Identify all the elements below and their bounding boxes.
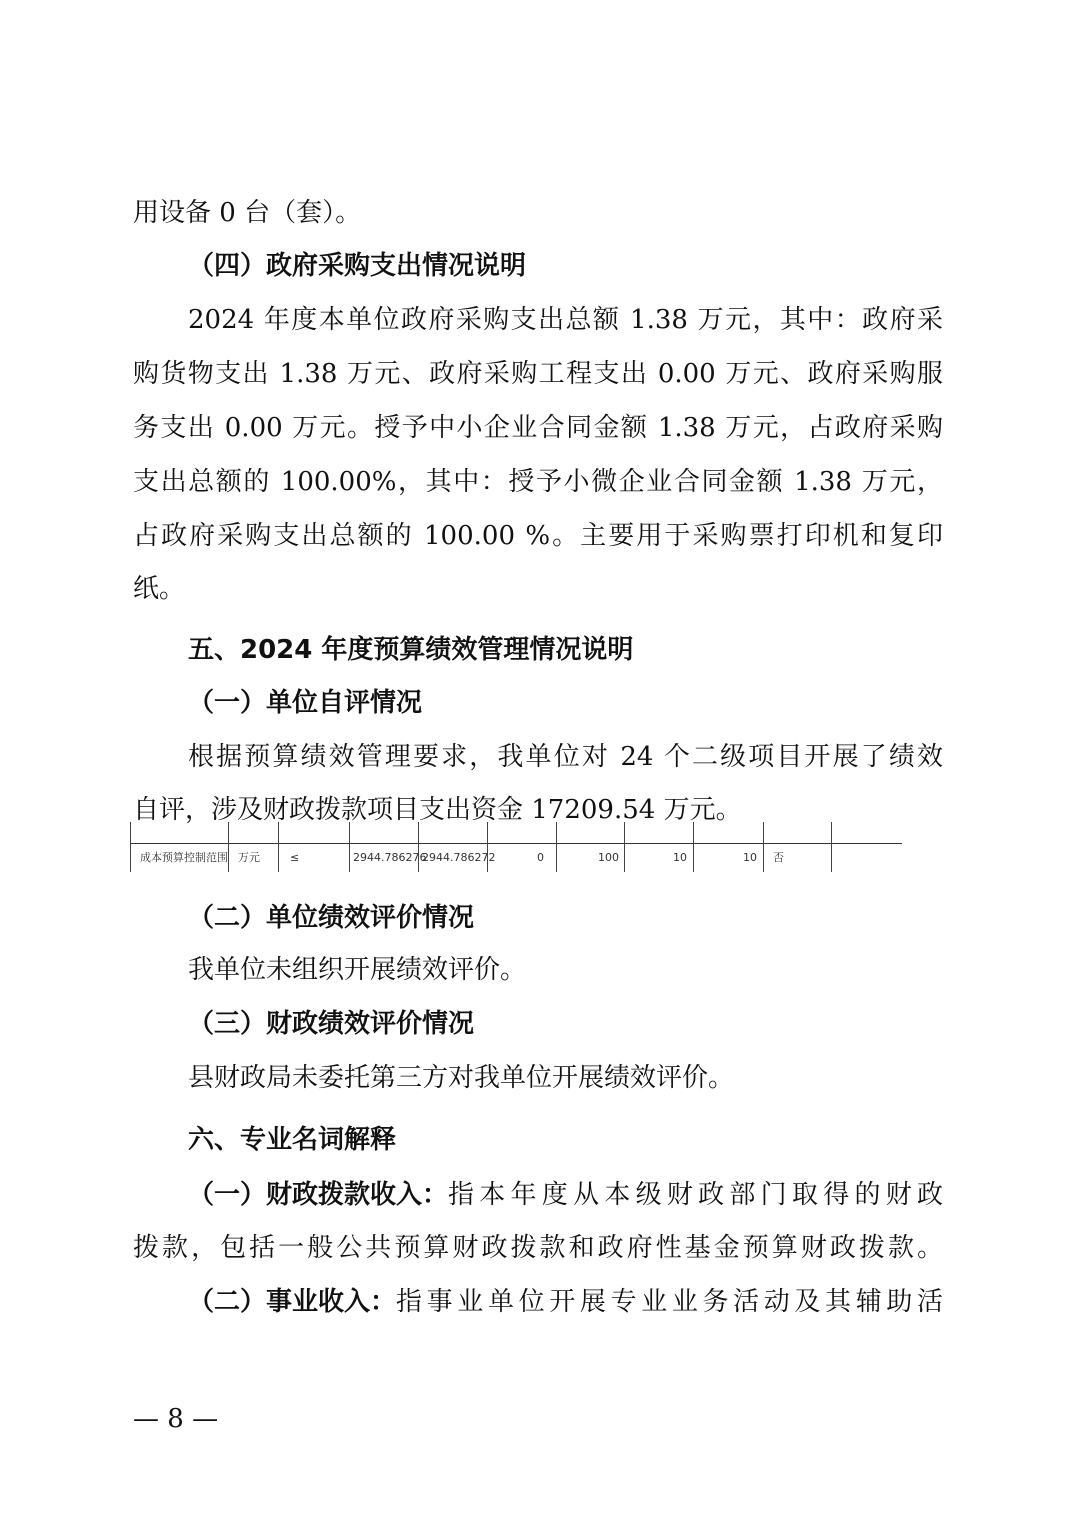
heading: （四）政府采购支出情况说明	[188, 251, 527, 281]
heading: （一）单位自评情况	[188, 688, 423, 718]
text-line: 县财政局未委托第三方对我单位开展绩效评价。	[188, 1063, 735, 1093]
text-line: 购货物支出 1.38 万元、政府采购工程支出 0.00 万元、政府采购服	[133, 359, 943, 389]
text-line: 根据预算绩效管理要求，我单位对 24 个二级项目开展了绩效	[188, 742, 943, 772]
text-line: 2024 年度本单位政府采购支出总额 1.38 万元，其中：政府采	[188, 305, 943, 335]
text-line: 占政府采购支出总额的 100.00 %。主要用于采购票打印机和复印	[133, 521, 943, 551]
definition-text: 指事业单位开展专业业务活动及其辅助活	[396, 1287, 943, 1317]
text-line: 拨款，包括一般公共预算财政拨款和政府性基金预算财政拨款。	[133, 1233, 943, 1263]
definition-text: 指本年度从本级财政部门取得的财政	[448, 1180, 943, 1210]
table-cell: 否	[773, 851, 784, 864]
table-cell: ≤	[290, 851, 300, 864]
text-line: 纸。	[133, 574, 186, 604]
table-cell: 2944.786272	[422, 851, 496, 864]
text-line: 我单位未组织开展绩效评价。	[188, 955, 527, 985]
definition-1	[188, 1178, 943, 1212]
heading: （二）单位绩效评价情况	[188, 903, 475, 933]
table-cell: 万元	[238, 851, 260, 864]
page-number: — 8 —	[133, 1404, 219, 1434]
table-cell: 10	[743, 851, 757, 864]
table-cell: 10	[673, 851, 687, 864]
term: （二）事业收入：	[188, 1287, 397, 1317]
section-heading: 六、专业名词解释	[188, 1125, 397, 1155]
term: （一）财政拨款收入：	[188, 1180, 449, 1210]
table-fragment	[130, 822, 902, 872]
table-cell: 2944.786276	[353, 851, 427, 864]
text-line: 支出总额的 100.00%，其中：授予小微企业合同金额 1.38 万元，	[133, 467, 943, 497]
table-cell: 0	[537, 851, 544, 864]
table-cell: 成本预算控制范围	[140, 851, 228, 864]
heading: （三）财政绩效评价情况	[188, 1009, 475, 1039]
section-heading: 五、2024 年度预算绩效管理情况说明	[188, 635, 634, 665]
definition-2	[188, 1285, 943, 1319]
table-cell: 100	[598, 851, 619, 864]
text-line: 用设备 0 台（套）。	[133, 198, 362, 228]
text-line: 自评，涉及财政拨款项目支出资金 17209.54 万元。	[133, 795, 742, 825]
text-line: 务支出 0.00 万元。授予中小企业合同金额 1.38 万元，占政府采购	[133, 413, 943, 443]
